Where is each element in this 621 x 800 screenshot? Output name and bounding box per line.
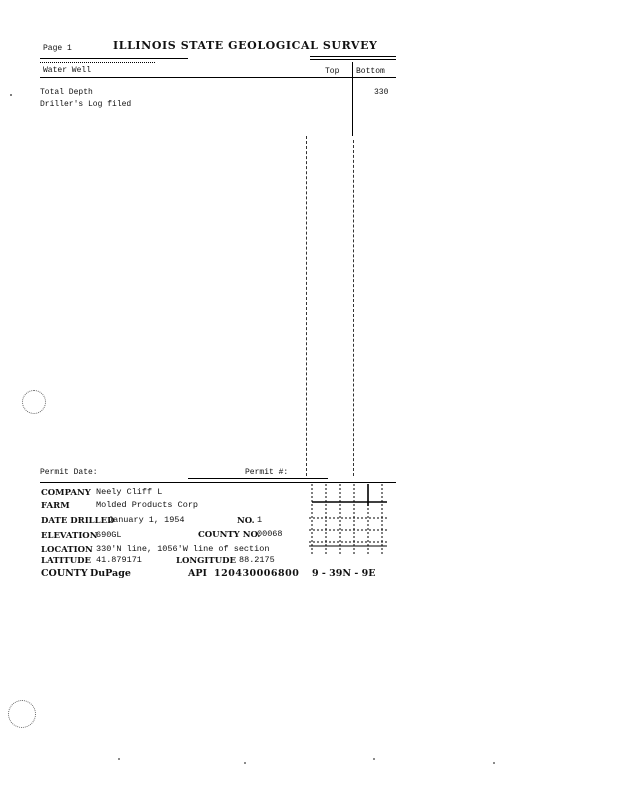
log-row-formation: Total Depth: [40, 88, 93, 97]
scan-speck: [373, 758, 375, 760]
column-header-formation: Water Well: [43, 66, 92, 75]
county-value: DuPage: [90, 568, 131, 579]
top-column-divider: [306, 136, 307, 476]
well-number-value: 1: [257, 515, 263, 525]
page-title: ILLINOIS STATE GEOLOGICAL SURVEY: [113, 39, 378, 52]
bottom-column-divider: [353, 140, 354, 476]
column-header-top: Top: [325, 67, 340, 76]
header-rule-right-top: [310, 56, 396, 57]
api-value: 120430006800: [214, 568, 300, 579]
latitude-label: LATITUDE: [41, 556, 91, 566]
header-rule-left: [40, 58, 188, 59]
county-number-value: 00068: [257, 529, 283, 539]
api-label: API: [188, 568, 207, 579]
elevation-label: ELEVATION: [41, 531, 98, 541]
scan-speck: [493, 762, 495, 764]
date-drilled-label: DATE DRILLED: [41, 516, 115, 526]
header-rule-right-bottom: [310, 59, 396, 60]
log-row-formation: Driller's Log filed: [40, 100, 132, 109]
header-rule-dotted: [40, 62, 155, 63]
permit-rule: [188, 478, 328, 479]
longitude-label: LONGITUDE: [176, 556, 236, 566]
farm-label: FARM: [41, 501, 70, 511]
punch-hole-mark: [22, 390, 46, 414]
bottom-column-divider-upper: [352, 62, 353, 136]
punch-hole-mark: [8, 700, 36, 728]
elevation-value: 690GL: [96, 530, 122, 540]
company-label: COMPANY: [41, 488, 91, 498]
permit-date-label: Permit Date:: [40, 468, 98, 477]
page-number: Page 1: [43, 44, 72, 53]
latitude-value: 41.879171: [96, 555, 142, 565]
info-top-rule: [40, 482, 396, 483]
well-number-label: NO.: [237, 516, 255, 526]
location-label: LOCATION: [41, 545, 93, 555]
company-value: Neely Cliff L: [96, 487, 163, 497]
farm-value: Molded Products Corp: [96, 500, 199, 510]
county-number-label: COUNTY NO.: [198, 530, 261, 540]
column-header-bottom: Bottom: [356, 67, 385, 76]
section-township-range: 9 - 39N - 9E: [312, 568, 376, 579]
scan-speck: [118, 758, 120, 760]
permit-number-label: Permit #:: [245, 468, 289, 477]
column-header-rule: [40, 77, 396, 78]
date-drilled-value: January 1, 1954: [108, 515, 185, 525]
location-value: 330'N line, 1056'W line of section: [96, 544, 270, 554]
log-row-bottom: 330: [374, 88, 389, 97]
scan-speck: [10, 94, 12, 96]
county-label: COUNTY: [41, 568, 88, 579]
section-grid: [309, 484, 389, 556]
longitude-value: 88.2175: [239, 555, 275, 565]
scan-speck: [244, 762, 246, 764]
